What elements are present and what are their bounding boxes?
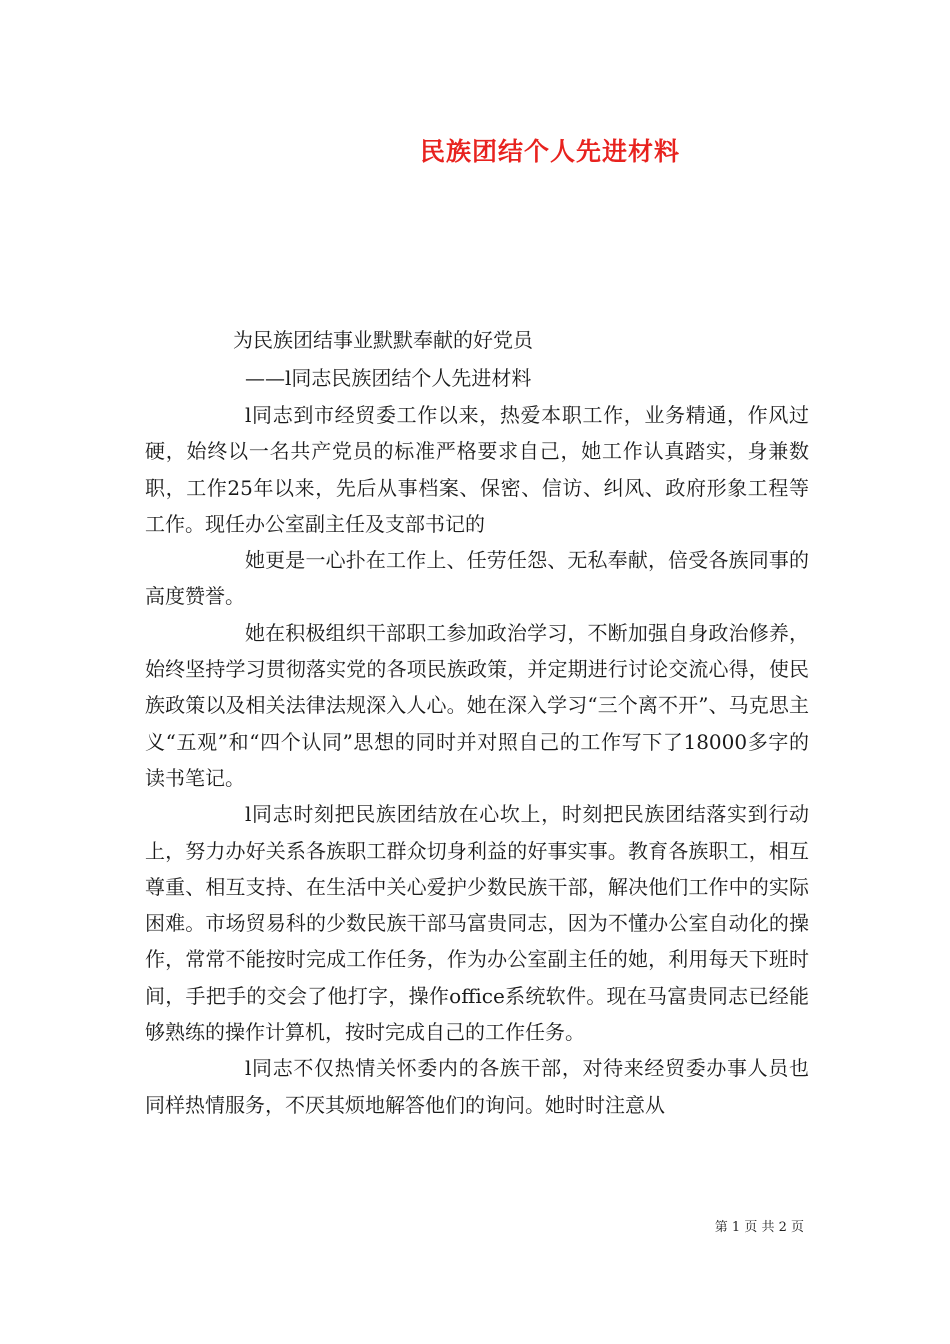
document-subtitle-secondary: ——l同志民族团结个人先进材料: [245, 366, 532, 390]
document-title: 民族团结个人先进材料: [419, 137, 680, 166]
paragraph: 她在积极组织干部职工参加政治学习，不断加强自身政治修养，始终坚持学习贯彻落实党的各项民族政策，并定期进行讨论交流心得，使民族政策以及相关法律法规深入人心。她在深入学习“三个离不开”、马克思主义“五观”和“四个认同”思想的同时并对照自己的工作写下了18000多字的读书笔记。: [145, 620, 809, 790]
paragraph: l同志时刻把民族团结放在心坎上，时刻把民族团结落实到行动上，努力办好关系各族职工群众切身利益的好事实事。教育各族职工，相互尊重、相互支持、在生活中关心爱护少数民族干部，解决他们工作中的实际困难。市场贸易科的少数民族干部马富贵同志，因为不懂办公室自动化的操作，常常不能按时完成工作任务，作为办公室副主任的她，利用每天下班时间，手把手的交会了他打字，操作office系统软件。现在马富贵同志已经能够熟练的操作计算机，按时完成自己的工作任务。: [145, 802, 809, 1045]
document-subtitle: 为民族团结事业默默奉献的好党员: [233, 328, 533, 352]
paragraph: 她更是一心扑在工作上、任劳任怨、无私奉献，倍受各族同事的高度赞誉。: [145, 548, 809, 609]
paragraph: l同志到市经贸委工作以来，热爱本职工作，业务精通，作风过硬，始终以一名共产党员的标准严格要求自己，她工作认真踏实，身兼数职，工作25年以来，先后从事档案、保密、信访、纠风、政府形象工程等工作。现任办公室副主任及支部书记的: [145, 403, 809, 536]
paragraph: l同志不仅热情关怀委内的各族干部，对待来经贸委办事人员也同样热情服务，不厌其烦地解答他们的询问。她时时注意从: [145, 1056, 809, 1117]
page-number-footer: 第 1 页 共 2 页: [714, 1220, 804, 1235]
document-body: [145, 397, 809, 1123]
